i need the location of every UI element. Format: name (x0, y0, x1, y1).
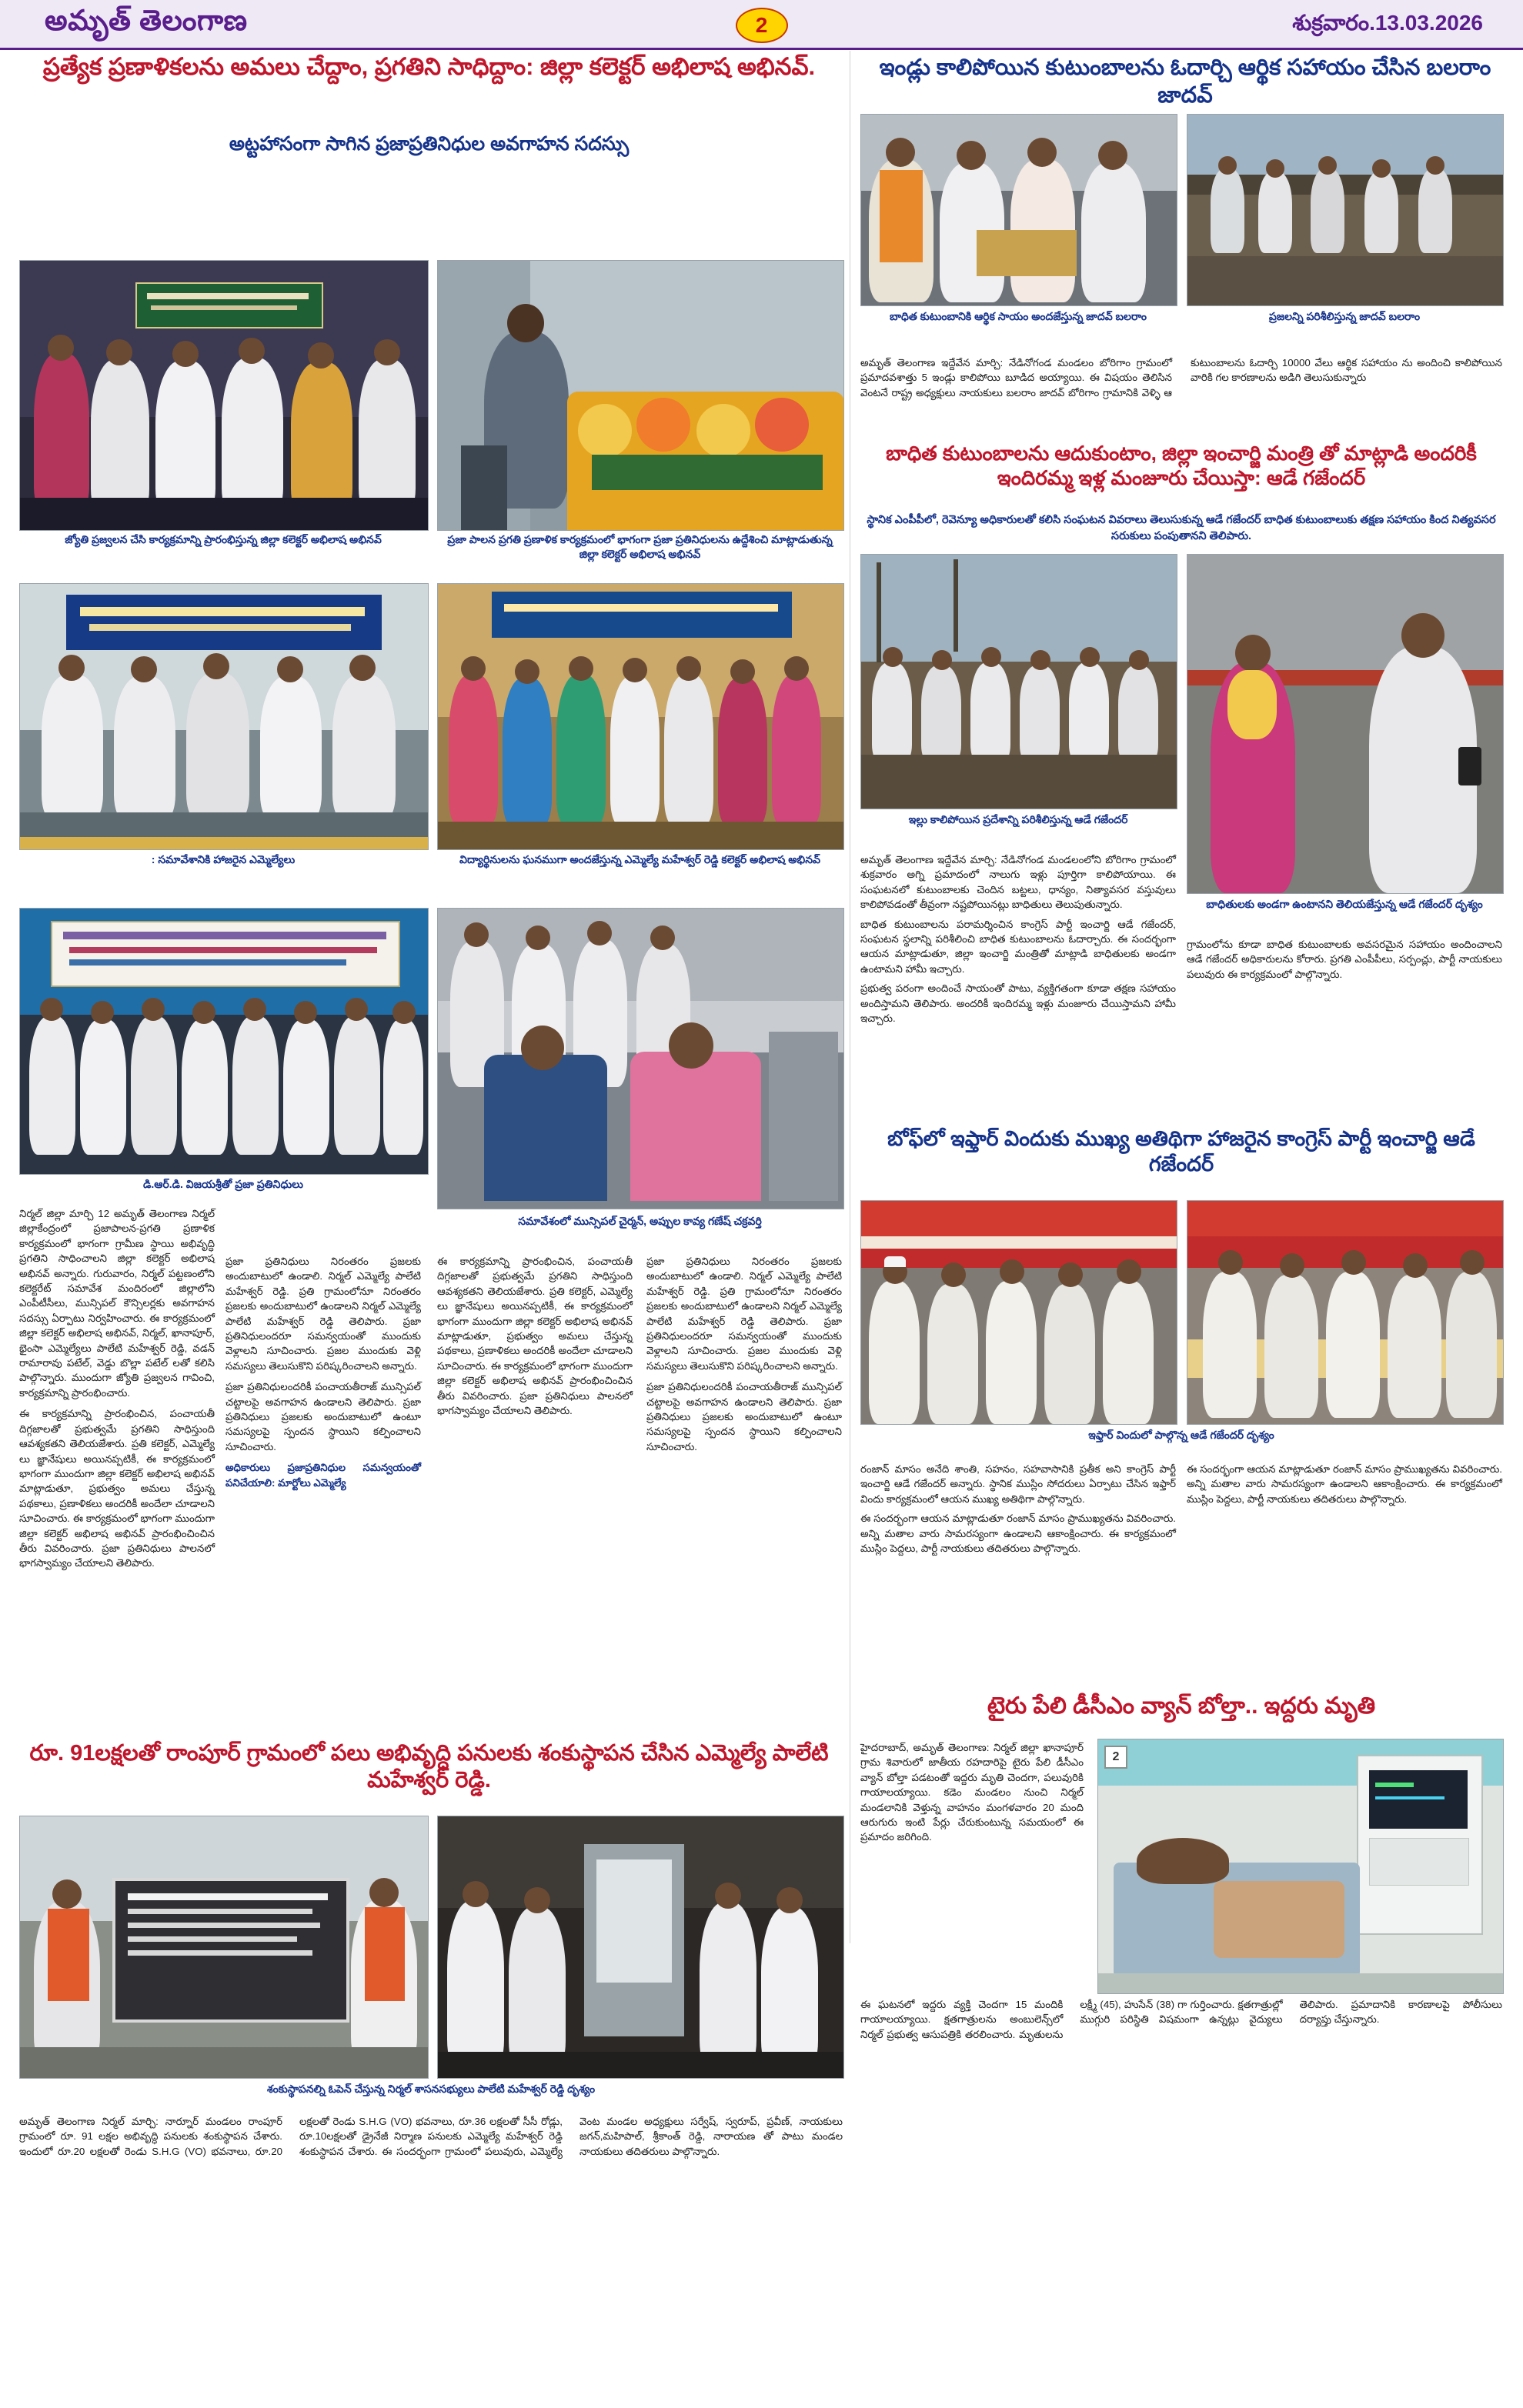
photo-iftar-1 (860, 1200, 1177, 1425)
photo-foundation-stone-2 (437, 1816, 844, 2079)
article-body-p2: ఈ కార్యక్రమాన్ని ప్రారంభించిన, పంచాయతీ దిగ్గజాలతో ప్రభుత్వమే ప్రగతిని సాధిస్తుంది ఆవశ్యకతని తెలియజేశారు. ప్రతి కలెక్టర్, ఎమ్మెల్యే లు జ్ఞానేషులు అయినప్పటికీ, ఈ కార్యక్రమంలో భాగంగా ముందుగా జిల్లా కలెక్టర్ అభిలాష అభినవ్ మాట్లాడుతూ, ప్రభుత్వం అమలు చేస్తున్న పథకాలు, ప్రణాళికలు అందరికీ అందేలా చూడాలని సూచించారు. ఈ కార్యక్రమంలో భాగంగా ముందుగా జిల్లా కలెక్టర్ అభిలాష అభినవ్ ప్రారంభించించిన తీరు వివరించారు. ప్రజా ప్రతినిధులు పాలనలో భాగస్వామ్యం చేయాలని తెలిపారు. (19, 1408, 215, 1569)
photo-collector-speech (437, 260, 844, 531)
right-body-1-p1: అమృత్ తెలంగాణ ఇద్దేవేన మార్చి: నేడినోగండ మండలం బోరిగాం గ్రామంలో ప్రమాదవశాత్తు 5 ఇండ్లు కాలిపోయి బూడిద అయ్యాయి. ఈ విషయం తెలిసిన వెంటనే రాష్ట్ర అధ్యక్షులు నాయకులు బలరాం జాదవ్ బోరిగాం గ్రామానికి వెళ్ళి ఆ కుటుంబాలను ఓదార్చి 10000 వేలు ఆర్థిక సహాయం ను అందించి కాలిపోయిన వారికి గల కారణాలను అడిగి తెలుసుకున్నారు (860, 357, 1502, 399)
photo-gajendar (1187, 554, 1504, 894)
rampur-headline: రూ. 91లక్షలతో రాంపూర్ గ్రామంలో పలు అభివృద్ధి పనులకు శంకుస్థాపన చేసిన ఎమ్మెల్యే పాలేటి మహేశ్వర్ రెడ్డి. (29, 1741, 829, 1793)
publication-date: శుక్రవారం.13.03.2026 (1292, 11, 1483, 35)
right-headline-4: టైరు పేలి డీసీఎం వ్యాన్ బోల్తా.. ఇద్దరు మృతి (987, 1693, 1376, 1719)
lead-subheadline: అట్టహాసంగా సాగిన ప్రజాప్రతినిధుల అవగాహన సదస్సు (229, 133, 630, 155)
caption-right-5: ఇఫ్తార్ విందులో పాల్గొన్న ఆడే గజేందర్ దృశ్యం (1088, 1429, 1274, 1441)
publication-title: అమృత్ తెలంగాణ (45, 5, 248, 36)
photo-balaram-help (860, 114, 1177, 306)
article-body-col2 (225, 1254, 421, 1490)
right-body-3-p1: రంజాన్ మాసం అనేది శాంతి, సహనం, సహవాసానికి ప్రతీక అని కాంగ్రెస్ పార్టీ ఇంచార్జి ఆడే గజేందర్ అన్నారు. స్థానిక ముస్లిం సోదరులు ఏర్పాటు చేసిన ఇఫ్తార్ విందు కార్యక్రమంలో ఆయన ముఖ్య అతిథిగా పాల్గొన్నారు. (860, 1463, 1176, 1505)
caption-photo-5: డి.ఆర్.డి. విజయశ్రీతో ప్రజా ప్రతినిధులు (143, 1178, 303, 1190)
right-article-body-3a (860, 1462, 1176, 1556)
photo-foundation-stone-1 (19, 1816, 429, 2079)
article-body-col4-p2: ప్రజా ప్రతినిధులందరికీ పంచాయతీరాజ్ మున్సిపల్ చట్టాలపై అవగాహన ఉండాలని తెలిపారు. ప్రజా ప్రతినిధులు ప్రజలకు అందుబాటులో ఉంటూ సమస్యలపై స్పందన స్థాయిని కల్పించాలని సూచించారు. (646, 1381, 842, 1452)
right-body-4-p2: ఈ ఘటనలో ఇద్దరు వ్యక్తి చెందగా 15 మందికి గాయాలయ్యాయి. క్షతగాత్రులను అంబులెన్స్‌లో నిర్మల్ ప్రభుత్వ ఆసుపత్రికి తరలించారు. మృతులను లక్ష్మీ (45), హుసేన్ (38) గా గుర్తించారు. క్షతగాత్రుల్లో ముగ్గురి పరిస్థితి విషమంగా ఉన్నట్లు వైద్యులు తెలిపారు. ప్రమాదానికి కారణాలపై పోలీసులు దర్యాప్తు చేస్తున్నారు. (860, 1999, 1502, 2040)
right-body-2-p3: ప్రభుత్వ పరంగా అందించే సాయంతో పాటు, వ్యక్తిగతంగా కూడా తక్షణ సహాయం అందిస్తామని తెలిపారు. అందరికీ ఇందిరమ్మ ఇళ్లు మంజూరు చేయిస్తామని హామీ ఇచ్చారు. (860, 982, 1176, 1025)
caption-photo-6: సమావేశంలో మున్సిపల్ చైర్మన్, అప్పుల కావ్య గణేష్ చక్రవర్తి (518, 1215, 762, 1227)
caption-photo-1: జ్యోతి ప్రజ్వలన చేసి కార్యక్రమాన్ని ప్రారంభిస్తున్న జిల్లా కలెక్టర్ అభిలాష అభినవ్ (65, 533, 382, 545)
right-body-2-p2: బాధిత కుటుంబాలను పరామర్శించిన కాంగ్రెస్ పార్టీ ఇంచార్జి ఆడే గజేందర్, సంఘటన స్థలాన్ని పరిశీలించి బాధిత కుటుంబాలను ఓదార్చారు. ఈ సందర్భంగా ఆయన మాట్లాడుతూ, జిల్లా ఇంచార్జి మంత్రితో మాట్లాడి బాధితులకు అండగా ఉంటామని హామీ ఇచ్చారు. (860, 918, 1176, 975)
lead-headline: ప్రత్యేక ప్రణాళికలను అమలు చేద్దాం, ప్రగతిని సాధిద్దాం: జిల్లా కలెక్టర్ అభిలాష అభినవ్. (42, 53, 816, 80)
right-article-body-2a (860, 852, 1176, 1026)
page-number-badge: 2 (736, 8, 788, 43)
caption-photo-3: : సమావేశానికి హాజరైన ఎమ్మెల్యేలు (151, 853, 296, 865)
right-article-body-4a (860, 1740, 1084, 1845)
photo-burnt-site-2 (860, 554, 1177, 809)
right-article-body-2b (1187, 937, 1502, 982)
article-body-p4: ప్రజా ప్రతినిధులందరికీ పంచాయతీరాజ్ మున్సిపల్ చట్టాలపై అవగాహన ఉండాలని తెలిపారు. ప్రజా ప్రతినిధులు ప్రజలకు అందుబాటులో ఉంటూ సమస్యలపై స్పందన స్థాయిని కల్పించాలని సూచించారు. (225, 1381, 421, 1452)
photo-iftar-2 (1187, 1200, 1504, 1425)
caption-photo-2: ప్రజా పాలన ప్రగతి ప్రణాళిక కార్యక్రమంలో భాగంగా ప్రజా ప్రతినిధులను ఉద్దేశించి మాట్లాడుతున్న జిల్లా కలెక్టర్ అభిలాష అభినవ్ (447, 533, 833, 560)
photo-students-felicitation (437, 583, 844, 850)
caption-right-2: ప్రజలన్ని పరిశీలిస్తున్న జాదవ్ బలరాం (1268, 310, 1421, 322)
article-body-col4 (646, 1254, 842, 1454)
article-body-col4-p1: ప్రజా ప్రతినిధులు నిరంతరం ప్రజలకు అందుబాటులో ఉండాలి. నిర్మల్ ఎమ్మెల్యే పాలేటి మహేశ్వర్ రెడ్డి. ప్రతి గ్రామంలోనూ నిరంతరం ప్రజలకు అందుబాటులో ఉండాలని నిర్మల్ ఎమ్మెల్యే పాలేటి మహేశ్వర్ రెడ్డి తెలిపారు. ప్రజా ప్రతినిధులందరూ సమన్వయంతో ముందుకు వెళ్లాలని సూచించారు. ప్రజల ముందుకు వెళ్లి సమస్యలు తెలుసుకొని పరిష్కరించాలని అన్నారు. (646, 1256, 842, 1372)
right-body-2-p1: అమృత్ తెలంగాణ ఇద్దేవేన మార్చి: నేడినోగండ మండలంలోని బోరిగాం గ్రామంలో శుక్రవారం అగ్ని ప్రమాదంలో నాలుగు ఇళ్లు పూర్తిగా కాలిపోయాయి. ఈ సంఘటనలో కుటుంబాలకు చెందిన బట్టలు, ధాన్యం, నిత్యావసర వస్తువులు కాలిపోవడంతో తీవ్రంగా నష్టపోయినట్లు బాధితులు తెలుపుతున్నారు. (860, 854, 1176, 911)
right-article-body-4b (860, 1997, 1502, 2042)
right-headline-2: బాధిత కుటుంబాలను ఆదుకుంటాం, జిల్లా ఇంచార్జి మంత్రి తో మాట్లాడి అందరికీ ఇందిరమ్మ ఇళ్ల మంజూరు చేయిస్తా: ఆడే గజేందర్ (886, 442, 1477, 489)
right-subhead-2: స్థానిక ఎంపీపీలో, రెవెన్యూ అధికారులతో కలిసి సంఘటన వివరాలు తెలుసుకున్న ఆడే గజేందర్ బాధిత కుటుంబాలుకు తక్షణ సహాయం కింద నిత్యవసర సరుకులు పంపుతానని తెలిపారు. (867, 514, 1496, 543)
caption-right-3: ఇల్లు కాలిపోయిన ప్రదేశాన్ని పరిశీలిస్తున్న ఆడే గజేందర్ (908, 813, 1128, 825)
photo-jyothi-prajwalana (19, 260, 429, 531)
article-body-p5: అధికారులు ప్రజాప్రతినిధుల సమన్వయంతో పనిచేయాలి: మార్టోలు ఎమ్మెల్యే (225, 1462, 421, 1489)
right-article-body-3b (1187, 1462, 1502, 1506)
rampur-article-body (19, 2114, 843, 2159)
caption-right-1: బాధిత కుటుంబానికి ఆర్థిక సాయం అందజేస్తున్న జాదవ్ బలరాం (889, 310, 1147, 322)
caption-photo-4: విద్యార్థినులను ఘనముగా అందజేస్తున్న ఎమ్మెల్యే మహేశ్వర్ రెడ్డి కలెక్టర్ అభిలాష అభినవ్ (459, 853, 820, 865)
article-body-col3-p1: ఈ కార్యక్రమాన్ని ప్రారంభించిన, పంచాయతీ దిగ్గజాలతో ప్రభుత్వమే ప్రగతిని సాధిస్తుంది ఆవశ్యకతని తెలియజేశారు. ప్రతి కలెక్టర్, ఎమ్మెల్యే లు జ్ఞానేషులు అయినప్పటికీ, ఈ కార్యక్రమంలో భాగంగా ముందుగా జిల్లా కలెక్టర్ అభిలాష అభినవ్ మాట్లాడుతూ, ప్రభుత్వం అమలు చేస్తున్న పథకాలు, ప్రణాళికలు అందరికీ అందేలా చూడాలని సూచించారు. ఈ కార్యక్రమంలో భాగంగా ముందుగా జిల్లా కలెక్టర్ అభిలాష అభినవ్ ప్రారంభించించిన తీరు వివరించారు. ప్రజా ప్రతినిధులు పాలనలో భాగస్వామ్యం చేయాలని తెలిపారు. (437, 1256, 633, 1417)
right-headline-1: ఇండ్లు కాలిపోయిన కుటుంబాలను ఓదార్చి ఆర్థిక సహాయం చేసిన బలరాం జాదవ్ (879, 55, 1491, 108)
photo-mlas-dais (19, 583, 429, 850)
right-body-4-p1: హైదరాబాద్, అమృత్ తెలంగాణ: నిర్మల్ జిల్లా ఖానాపూర్ గ్రామ శివారులో జాతీయ రహదారిపై టైరు పేలి డీసీఎం వ్యాన్ బోల్తా పడటంతో ఇద్దరు మృతి చెందగా, పలువురికి గాయాలయ్యాయి. కడెం మండలం నుంచి నిర్మల్ మండలానికి వెళ్తున్న వాహనం మంగళవారం 20 మంది ఆరుగురు ఇంటి పేర్లు చేరుకుంటున్న సమయంలో ఈ ప్రమాదం జరిగింది. (860, 1742, 1084, 1843)
rampur-body-p1: అమృత్ తెలంగాణ నిర్మల్ మార్చి: నార్నూర్ మండలం రాంపూర్ గ్రామంలో రూ. 91 లక్షల అభివృద్ధి పనులకు శంకుస్థాపన చేశారు. ఇందులో రూ.20 లక్షలతో రెండు S.H.G (VO) భవనాలు, రూ.20 లక్షలతో రెండు S.H.G (VO) భవనాలు, రూ.36 లక్షలతో సీసీ రోడ్లు, రూ.10లక్షలతో డ్రైనేజీ నిర్మాణ పనులకు ఎమ్మెల్యే మహేశ్వర్ రెడ్డి శంకుస్థాపన చేశారు. ఈ సందర్భంగా గ్రామంలో పలువురు, ఎమ్మెల్యే వెంట మండల అధ్యక్షులు సర్వేష్, స్వరూప్, ప్రవీణ్, నాయకులు జగన్,మహిపాల్, శ్రీకాంత్ రెడ్డి, నారాయణ తో పాటు మండల నాయకులు తదితరులు పాల్గొన్నారు. (19, 2116, 843, 2157)
right-body-3-p2: ఈ సందర్భంగా ఆయన మాట్లాడుతూ రంజాన్ మాసం ప్రాముఖ్యతను వివరించారు. అన్ని మతాల వారు సామరస్యంగా ఉండాలని ఆకాంక్షించారు. ఈ కార్యక్రమంలో ముస్లిం పెద్దలు, పార్టీ నాయకులు తదితరులు పాల్గొన్నారు. (860, 1513, 1176, 1555)
masthead (0, 0, 1523, 50)
article-body-col3 (437, 1254, 633, 1418)
photo-hospital: 2 (1097, 1739, 1504, 1994)
right-body-3-p3: ఈ సందర్భంగా ఆయన మాట్లాడుతూ రంజాన్ మాసం ప్రాముఖ్యతను వివరించారు. అన్ని మతాల వారు సామరస్యంగా ఉండాలని ఆకాంక్షించారు. ఈ కార్యక్రమంలో ముస్లిం పెద్దలు, పార్టీ నాయకులు తదితరులు పాల్గొన్నారు. (1187, 1463, 1502, 1505)
article-body-p3: ప్రజా ప్రతినిధులు నిరంతరం ప్రజలకు అందుబాటులో ఉండాలి. నిర్మల్ ఎమ్మెల్యే పాలేటి మహేశ్వర్ రెడ్డి. ప్రతి గ్రామంలోనూ నిరంతరం ప్రజలకు అందుబాటులో ఉండాలని నిర్మల్ ఎమ్మెల్యే పాలేటి మహేశ్వర్ రెడ్డి తెలిపారు. ప్రజా ప్రతినిధులందరూ సమన్వయంతో ముందుకు వెళ్లాలని సూచించారు. ప్రజల ముందుకు వెళ్లి సమస్యలు తెలుసుకొని పరిష్కరించాలని అన్నారు. (225, 1256, 421, 1372)
right-article-body-1 (860, 355, 1502, 400)
photo-burnt-site-1 (1187, 114, 1504, 306)
caption-photo-7: శంకుస్థాపనల్ని ఓపెన్ చేస్తున్న నిర్మల్ శాసనసభ్యులు పాలేటి మహేశ్వర్ రెడ్డి దృశ్యం (266, 2083, 596, 2095)
article-body-p1: నిర్మల్ జిల్లా మార్చి 12 అమృత్ తెలంగాణ నిర్మల్ జిల్లాకేంద్రంలో ప్రజాపాలన-ప్రగతి ప్రణాళిక కార్యక్రమంలో భాగంగా గ్రామీణ స్థాయి అభివృద్ధి ప్రగతిని సాధించాలని జిల్లా కలెక్టర్ అభిలాష అభినవ్ అన్నారు. గురువారం, నిర్మల్ పట్టణంలోని కలెక్టరేట్ సమావేశ మందిరంలో జిల్లాలోని ఎంపీటీసీలు, మున్సిపల్ కౌన్సిలర్లకు అవగాహన సదస్సు ఏర్పాటు నిర్వహించారు. ఈ కార్యక్రమంలో జిల్లా కలెక్టర్ అభిలాష అభినవ్, నిర్మల్, ఖానాపూర్, భైంసా ఎమ్మెల్యేలు పాలేటి మహేశ్వర్ రెడ్డి, వడన్ రామారావు పటేల్, వెడ్డు బొల్లా పటేల్ లతో కలిసి పాల్గొన్నారు. ముందుగా జ్యోతి ప్రజ్వలన గావించి, కార్యక్రమాన్ని ప్రారంభించారు. (19, 1208, 215, 1399)
right-body-2-p4: గ్రామంలోను కూడా బాధిత కుటుంబాలకు అవసరమైన సహాయం అందించాలని ఆడే గజేందర్ అధికారులను కోరారు. ప్రగతి ఎంపీపీలు, సర్పంచ్లు, పార్టీ నాయకులు పలువురు ఈ కార్యక్రమంలో పాల్గొన్నారు. (1187, 939, 1502, 980)
photo-drda-group (19, 908, 429, 1175)
caption-right-4: బాధితులకు అండగా ఉంటానని తెలియజేస్తున్న ఆడే గజేందర్ దృశ్యం (1206, 898, 1483, 910)
right-headline-3: బోఫ్‌లో ఇఫ్తార్ విందుకు ముఖ్య అతిథిగా హాజరైన కాంగ్రెస్ పార్టీ ఇంచార్జి ఆడే గజేందర్ (887, 1127, 1475, 1176)
photo-municipal-chairman (437, 908, 844, 1209)
article-body-col1 (19, 1206, 215, 1571)
